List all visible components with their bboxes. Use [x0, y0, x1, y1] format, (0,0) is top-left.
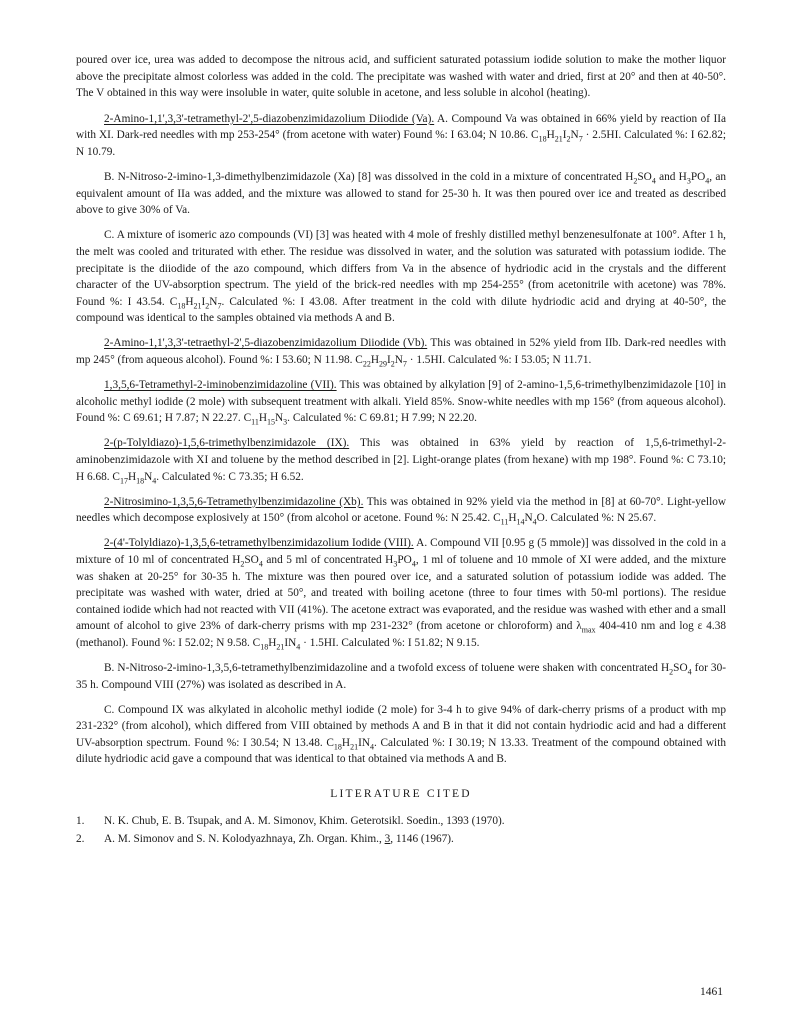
- text: This was obtained by alkylation [9] of 2-amino-1,5,6-trimethylbenzimidazole [10] in alcoholic methyl iodide (2 mole) with subsequent treatment with alkali. Yield 85%. Snow-white needles with mp 156° (from aqueous alcohol). Found %: C 69.61; H 7.87; N 22.27. C: [76, 379, 726, 425]
- text: for 30-35 h. Compound VIII (27%) was isolated as described in A.: [76, 662, 726, 691]
- text: C. A mixture of isomeric azo compounds (VI) [3] was heated with 4 mole of freshly distilled methyl benzenesulfonate at 100°. After 1 h, the melt was cooled and triturated with ether. The residue was dissolved in water, and the solution was saturated with potassium iodide. The precipitate is the diiodide of the azo compound, which differs from Va in the absence of hydriodic acid in the crystals and the different character of the UV-absorption spectrum. The yield of the brick-red needles with mp 254-255° (from acetonitrile with acetone) was 78%. Found %: I 43.54. C: [76, 229, 726, 308]
- text: This was obtained in 63% yield by reaction of 1,5,6-trimethyl-2-aminobenzimidazole with XI and toluene by the method described in [2]. Light-orange plates (from hexane) with mp 198°. Found %: C 73.10; H 6.68. C: [76, 437, 726, 483]
- formula-sub: 4: [411, 559, 416, 569]
- formula-sub: 2: [205, 300, 210, 310]
- text: , 1 ml of toluene and 10 mmole of XI were added, and the mixture was shaken at 20-25° for 30-35 h. The mixture was then poured over ice, and a saturated solution of potassium iodide was added. The precipitate was washed with water, dried at 50°, and treated with boiling acetone (three to four times with 50-ml portions). The residue contained iodide which had not reacted with VII (41%). The acetone extract was evaporated, and the residue was washed with ether and a small amount of alcohol to give 23% of dark-cherry prisms with mp 231-232° (from acetone or chloroform) and λ: [76, 553, 726, 633]
- formula-sub: 4: [705, 176, 710, 186]
- formula-sub: 4: [370, 742, 374, 752]
- text: I: [386, 354, 391, 366]
- text: PO: [397, 553, 412, 566]
- formula-sub: 2: [390, 359, 395, 369]
- text: · 1.5HI. Calculated %: I 53.05; N 11.71.: [406, 354, 592, 366]
- text: . Calculated %: I 30.19; N 13.33. Treatment of the compound obtained with dilute hydriodic acid gave a compound that was identical to that obtained via methods A and B.: [76, 736, 726, 766]
- reference-item: [76, 831, 726, 848]
- formula-sub: 4: [651, 176, 656, 186]
- text: N: [144, 470, 153, 483]
- formula-sub: 18: [333, 742, 342, 752]
- text: IN: [284, 636, 297, 649]
- reference-pages-year: , 1146 (1967).: [390, 833, 454, 846]
- reference-item: [76, 813, 726, 830]
- formula-sub: 4: [296, 642, 301, 652]
- compound-title-viii: 2-(4'-Tolyldiazo)-1,3,5,6-tetramethylbenzimidazolium Iodide (VIII).: [104, 537, 414, 550]
- compound-title-vii: 1,3,5,6-Tetramethyl-2-iminobenzimidazoline (VII).: [104, 379, 337, 392]
- va-text-end: · 2.5HI. Calculated %: I 62.82; N 10.79.: [76, 129, 727, 158]
- text: SO: [673, 662, 688, 674]
- formula-sub: 7: [217, 300, 222, 310]
- paragraph-compound-va: [76, 111, 726, 161]
- formula-sub: 4: [687, 667, 692, 677]
- text: PO: [690, 171, 706, 184]
- paragraph-method-c: [76, 227, 726, 327]
- formula-sub: 21: [276, 642, 285, 652]
- formula-sub: 2: [633, 176, 638, 186]
- text: . Calculated %: C 73.35; H 6.52.: [156, 470, 304, 483]
- text: N: [394, 354, 403, 366]
- formula-sub: 2: [669, 667, 674, 677]
- text: H: [341, 736, 351, 749]
- reference-number: 1.: [76, 814, 85, 827]
- text: . Calculated %: I 43.08. After treatment in the cold with dilute hydriodic acid and drying at 40-50°, the compound was identical to the samples obtained via methods A and B.: [76, 295, 726, 325]
- text: IN: [358, 736, 370, 749]
- formula-sub: 2: [566, 134, 571, 144]
- formula-sub: 11: [251, 417, 259, 427]
- formula-sub: 18: [538, 134, 547, 144]
- text: H: [370, 354, 379, 366]
- formula-sub: 11: [500, 517, 509, 527]
- compound-title-vb: 2-Amino-1,1',3,3'-tetraethyl-2',5-diazobenzimidazolium Diiodide (Vb).: [104, 337, 428, 350]
- formula-sub: 2: [240, 559, 245, 569]
- text: N: [275, 412, 284, 425]
- formula-sub: 21: [554, 134, 563, 144]
- reference-text: [104, 831, 726, 848]
- formula-sub: 4: [532, 517, 537, 527]
- text: O. Calculated %: N 25.67.: [536, 512, 657, 525]
- text: This was obtained in 92% yield via the method in [8] at 60-70°. Light-yellow needles which decompose explosively at 150° (from alcohol or acetone. Found %: N 25.42. C: [76, 495, 727, 525]
- paragraph-compound-vb: [76, 335, 726, 368]
- formula-sub: 3: [283, 417, 288, 427]
- text: and H: [655, 171, 687, 184]
- formula-sub: 3: [686, 176, 691, 186]
- formula-sub: 4: [258, 559, 263, 569]
- compound-title-va: 2-Amino-1,1',3,3'-tetramethyl-2',5-diazobenzimidazolium Diiodide (Va).: [104, 112, 435, 125]
- text: I: [201, 295, 206, 308]
- formula-sub: 7: [578, 134, 583, 144]
- paragraph-method-b: [76, 169, 726, 219]
- paragraph-method-b2: [76, 660, 726, 693]
- page-number: 1461: [700, 986, 723, 998]
- reference-text: N. K. Chub, E. B. Tsupak, and A. M. Simonov, Khim. Geterotsikl. Soedin., 1393 (1970).: [104, 814, 505, 827]
- text: B. N-Nitroso-2-imino-1,3-dimethylbenzimidazole (Xa) [8] was dissolved in the cold in a mixture of concentrated H: [104, 171, 634, 184]
- formula-sub: 18: [136, 475, 145, 485]
- formula-sub: 14: [516, 517, 525, 527]
- literature-cited-heading: LITERATURE CITED: [330, 788, 472, 801]
- formula-sub: 18: [260, 642, 269, 652]
- text: . Calculated %: C 69.81; H 7.99; N 22.20.: [287, 412, 478, 425]
- formula-sub: 4: [152, 475, 157, 485]
- text: 404-410 nm and log ε 4.38 (methanol). Found %: I 52.02; N 9.58. C: [76, 620, 726, 649]
- formula-sub: 15: [267, 417, 275, 427]
- text: A. Compound VII [0.95 g (5 mmole)] was dissolved in the cold in a mixture of 10 ml of concentrated H: [76, 537, 726, 566]
- text: C. Compound IX was alkylated in alcoholic methyl iodide (2 mole) for 3-4 h to give 94% of dark-cherry prisms of a product with mp 231-232° (from alcohol), which differed from VIII obtained by methods A and B in that it did not contain hydriodic acid and had a different UV-absorption spectrum. Found %: I 30.54; N 13.48. C: [76, 703, 726, 749]
- compound-title-ix: 2-(p-Tolyldiazo)-1,5,6-trimethylbenzimidazole (IX).: [104, 437, 350, 450]
- text: , an equivalent amount of IIa was added, and the mixture was allowed to stand for 25-30 h. It was then poured over ice and treated as described above to give 30% of Va.: [76, 171, 727, 217]
- formula-sub: 3: [393, 559, 398, 569]
- paragraph-compound-viii: [76, 535, 726, 651]
- lambda-max-sub: max: [581, 625, 596, 635]
- text: N: [524, 512, 533, 525]
- paragraph-compound-ix: [76, 435, 726, 485]
- va-text: Compound Va was obtained in 66% yield by reaction of IIa with XI. Dark-red needles with mp 253-254° (from acetone with water) Found %: I 63.04; N 10.86. C: [76, 112, 726, 142]
- reference-number: 2.: [76, 833, 85, 846]
- text: N: [209, 295, 218, 308]
- text: B. N-Nitroso-2-imino-1,3,5,6-tetramethylbenzimidazoline and a twofold excess of toluene were shaken with concentrated H: [104, 662, 670, 674]
- formula-sub: 7: [402, 359, 407, 369]
- reference-volume: 3: [384, 833, 391, 846]
- text: SO: [637, 171, 652, 184]
- formula-sub: 17: [119, 475, 128, 485]
- reference-authors-journal: A. M. Simonov and S. N. Kolodyazhnaya, Zh. Organ. Khim.,: [104, 833, 385, 846]
- text: H: [268, 636, 277, 649]
- paragraph-continuation: poured over ice, urea was added to decompose the nitrous acid, and sufficient saturated potassium iodide solution to make the mother liquor above the precipitate almost colorless was added in the cold. The precipitate was washed with water and dried, first at 20° and then at 40-50°. The V obtained in this way were insoluble in water, quite soluble in acetone, and less soluble in alcohol (heating).: [76, 54, 726, 100]
- formula-sub: 21: [350, 742, 359, 752]
- article-body: [76, 52, 726, 850]
- text: H: [258, 412, 267, 425]
- paragraph-compound-vii: [76, 377, 726, 427]
- formula-sub: 22: [362, 359, 371, 369]
- compound-title-xb: 2-Nitrosimino-1,3,5,6-Tetramethylbenzimidazoline (Xb).: [104, 495, 364, 508]
- text: H: [185, 295, 194, 308]
- text: and 5 ml of concentrated H: [262, 553, 394, 566]
- formula-el: I: [562, 129, 567, 142]
- text: H: [508, 512, 517, 525]
- formula-el: H: [546, 129, 555, 142]
- formula-sub: 18: [177, 300, 186, 310]
- formula-sub: 29: [378, 359, 387, 369]
- method-label-a: A.: [437, 112, 448, 125]
- text: SO: [244, 553, 259, 566]
- text: This was obtained in 52% yield from IIb. Dark-red needles with mp 245° (from aqueous alcohol). Found %: I 53.60; N 11.98. C: [76, 337, 726, 366]
- paragraph-compound-xb: [76, 494, 726, 527]
- paragraph-method-c2: [76, 702, 726, 768]
- text: H: [127, 470, 137, 483]
- text: · 1.5HI. Calculated %: I 51.82; N 9.15.: [300, 636, 480, 649]
- formula-sub: 21: [193, 300, 202, 310]
- formula-el: N: [570, 129, 579, 142]
